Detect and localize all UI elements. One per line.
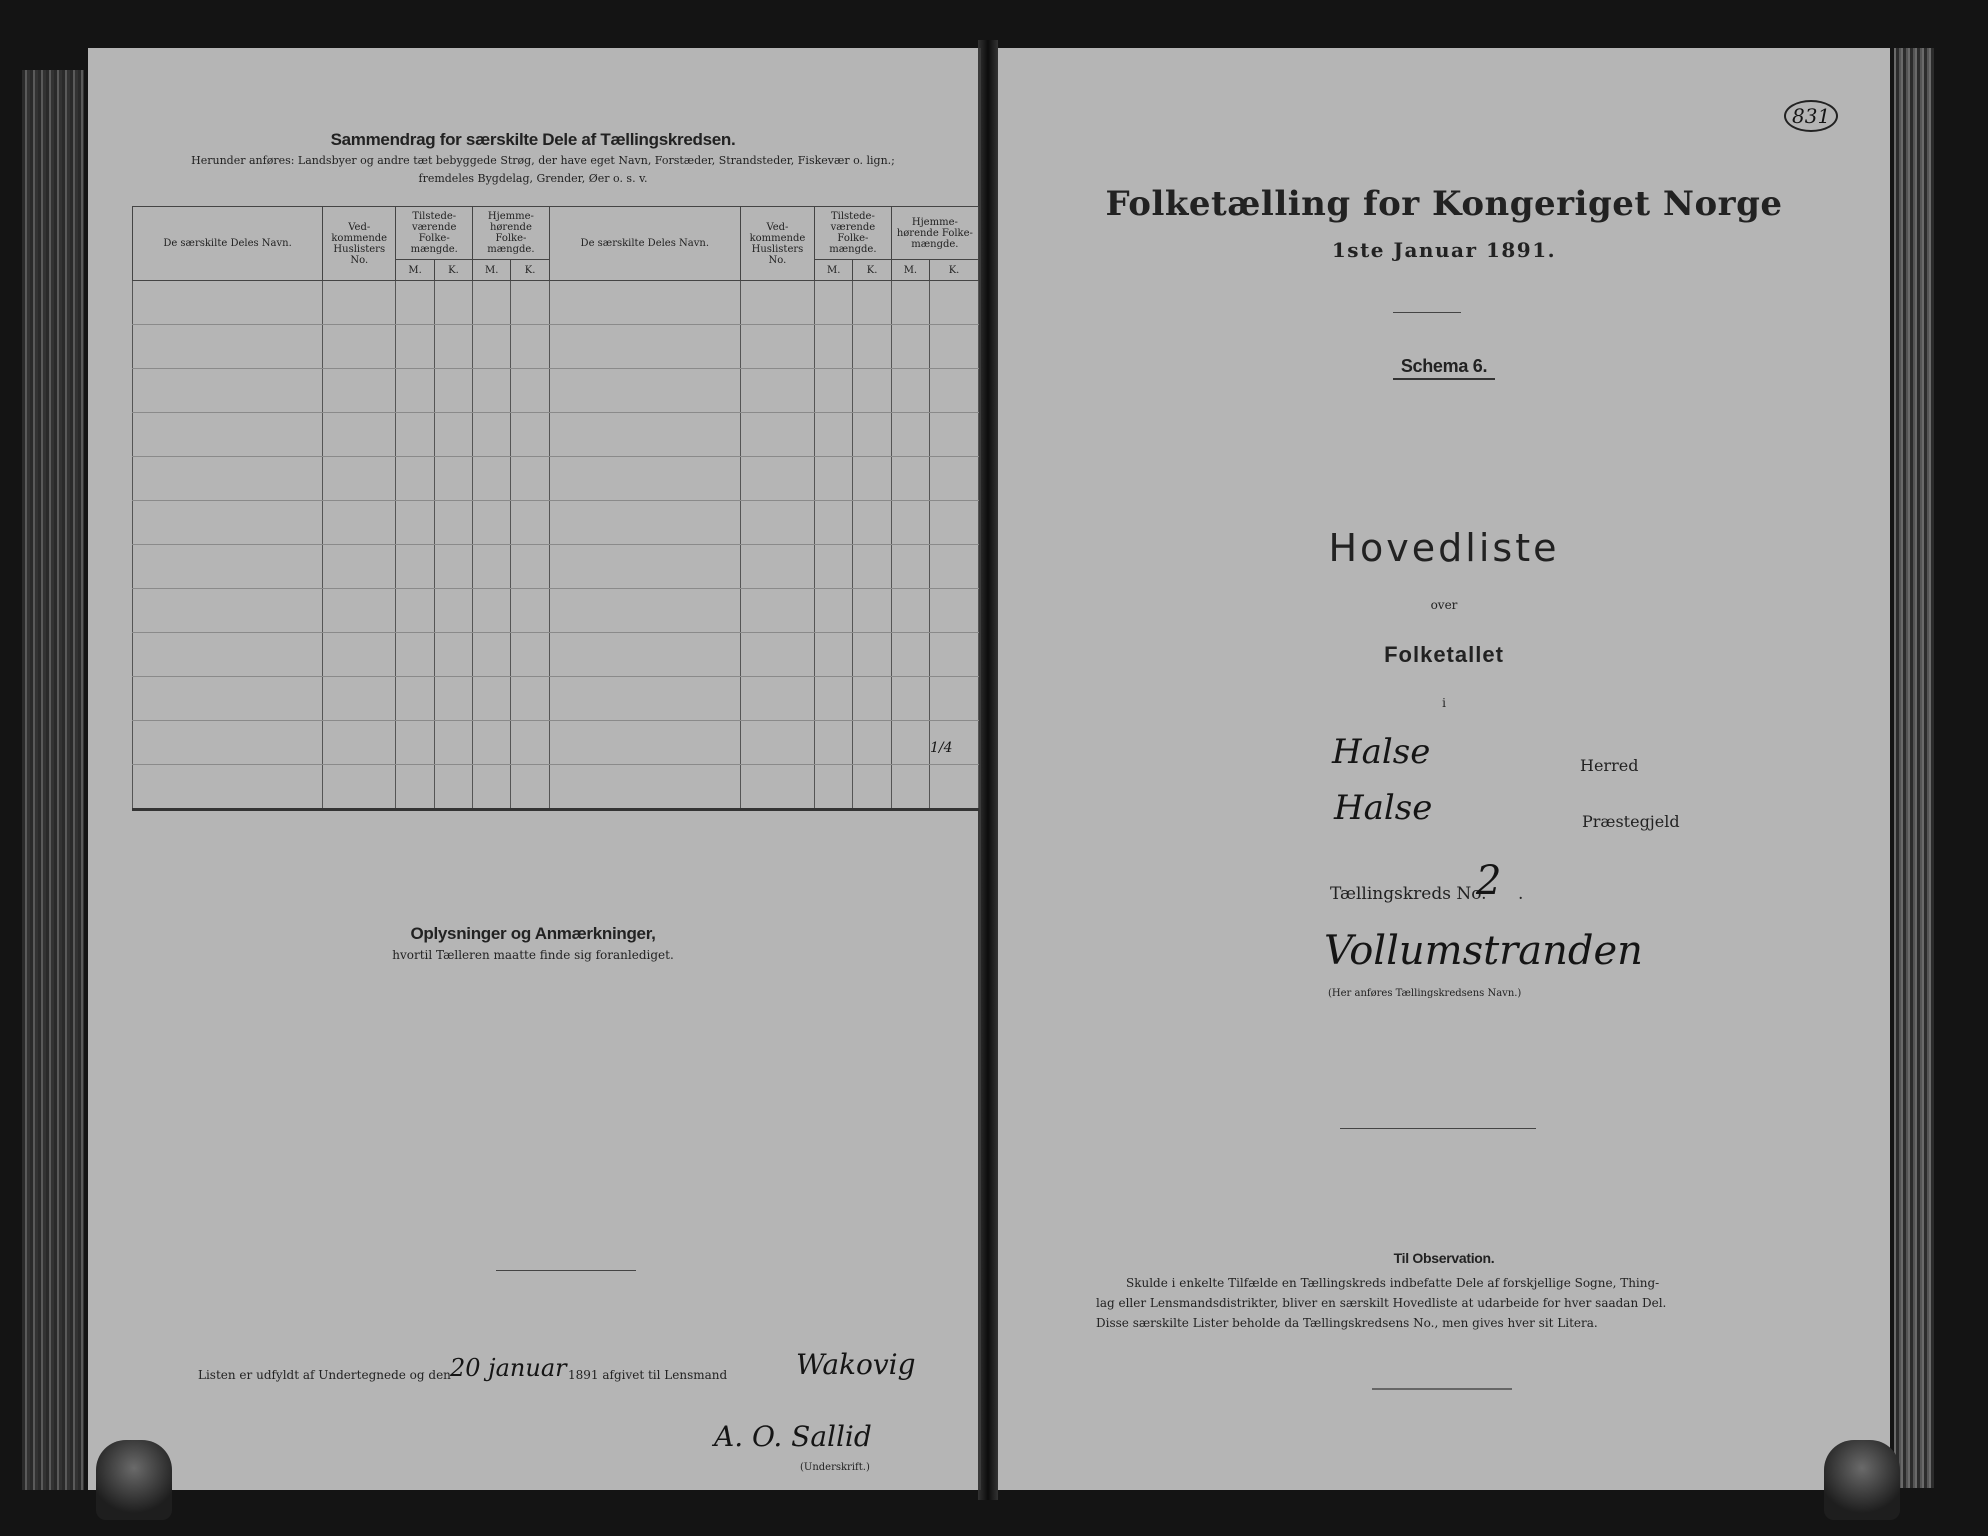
table-cell	[853, 501, 891, 545]
over-label: over	[1430, 598, 1458, 612]
table-cell	[853, 765, 891, 810]
table-cell	[511, 413, 549, 457]
table-cell	[740, 413, 814, 457]
header-present-2: Tilstede-værende Folke-mængde.	[815, 207, 892, 260]
kreds-number-handwritten: 2	[1476, 858, 1502, 904]
table-cell	[473, 501, 511, 545]
table-cell	[549, 457, 740, 501]
footer-year-text: 1891 afgivet til Lensmand	[568, 1368, 728, 1382]
table-cell	[434, 721, 472, 765]
table-cell	[396, 369, 434, 413]
footer-prefix: Listen er udfyldt af Undertegnede og den	[198, 1368, 451, 1382]
table-cell	[549, 765, 740, 810]
table-cell	[740, 457, 814, 501]
table-cell	[396, 457, 434, 501]
prestegjeld-handwritten: Halse	[1334, 788, 1433, 828]
table-cell	[323, 281, 396, 325]
table-cell	[323, 633, 396, 677]
table-cell	[511, 545, 549, 589]
header-list-no-2: Ved-kommende Huslisters No.	[740, 207, 814, 281]
section-divider	[1340, 1128, 1536, 1129]
header-k: K.	[434, 260, 472, 281]
header-name: De særskilte Deles Navn.	[133, 207, 323, 281]
table-cell	[434, 457, 472, 501]
table-cell	[891, 721, 929, 765]
table-row	[133, 721, 979, 765]
table-cell	[891, 501, 929, 545]
table-cell	[323, 369, 396, 413]
table-cell	[891, 457, 929, 501]
table-cell	[396, 325, 434, 369]
table-cell	[891, 369, 929, 413]
table-cell	[511, 677, 549, 721]
table-cell	[396, 413, 434, 457]
table-cell	[740, 369, 814, 413]
table-cell	[473, 281, 511, 325]
header-k: K.	[930, 260, 979, 281]
table-row	[133, 633, 979, 677]
table-cell	[549, 281, 740, 325]
table-cell	[930, 633, 979, 677]
table-cell	[930, 765, 979, 810]
table-cell	[473, 633, 511, 677]
table-cell	[434, 281, 472, 325]
table-cell	[930, 457, 979, 501]
table-cell	[740, 721, 814, 765]
kreds-name-caption: (Her anføres Tællingskredsens Navn.)	[1328, 988, 1522, 999]
table-cell	[815, 325, 853, 369]
footer-lensmand-handwritten: Wakovig	[796, 1348, 916, 1381]
table-cell	[740, 281, 814, 325]
observation-line1: Skulde i enkelte Tilfælde en Tællingskreds indbefatte Dele af forskjellige Sogne, Thing-	[1126, 1276, 1660, 1290]
table-cell	[891, 281, 929, 325]
table-cell	[740, 589, 814, 633]
table-cell	[815, 413, 853, 457]
kreds-period: .	[1518, 884, 1524, 904]
header-k: K.	[511, 260, 549, 281]
table-cell	[549, 501, 740, 545]
table-cell	[434, 325, 472, 369]
table-cell	[853, 281, 891, 325]
marginal-mark: 1/4	[930, 740, 953, 756]
table-cell	[323, 721, 396, 765]
table-row	[133, 413, 979, 457]
table-cell	[434, 765, 472, 810]
table-cell	[815, 677, 853, 721]
table-cell	[891, 765, 929, 810]
header-name-2: De særskilte Deles Navn.	[549, 207, 740, 281]
table-cell	[133, 633, 323, 677]
table-cell	[511, 765, 549, 810]
table-cell	[323, 413, 396, 457]
table-cell	[473, 677, 511, 721]
summary-table-body	[133, 281, 979, 810]
table-row	[133, 281, 979, 325]
thumb-left	[96, 1440, 172, 1520]
remarks-divider	[496, 1270, 636, 1271]
table-row	[133, 457, 979, 501]
header-m: M.	[891, 260, 929, 281]
remarks-title: Oplysninger og Anmærkninger,	[410, 924, 656, 943]
table-cell	[891, 633, 929, 677]
table-cell	[511, 369, 549, 413]
table-cell	[815, 589, 853, 633]
table-cell	[549, 677, 740, 721]
table-cell	[853, 633, 891, 677]
table-row	[133, 325, 979, 369]
observation-line2: lag eller Lensmandsdistrikter, bliver en særskilt Hovedliste at udarbeide for hver saadan Del.	[1096, 1296, 1667, 1310]
prestegjeld-label: Præstegjeld	[1582, 812, 1680, 831]
table-cell	[133, 413, 323, 457]
table-cell	[891, 589, 929, 633]
table-cell	[853, 325, 891, 369]
table-cell	[511, 325, 549, 369]
folketallet-label: Folketallet	[1384, 642, 1504, 667]
header-present: Tilstede-værende Folke-mængde.	[396, 207, 473, 260]
page-number-stamp: 831	[1784, 100, 1838, 132]
kreds-name-handwritten: Vollumstranden	[1324, 928, 1643, 974]
table-cell	[511, 457, 549, 501]
herred-label: Herred	[1580, 756, 1639, 775]
table-cell	[853, 457, 891, 501]
table-row	[133, 545, 979, 589]
header-m: M.	[815, 260, 853, 281]
table-cell	[396, 589, 434, 633]
schema-label: Schema 6.	[1393, 356, 1495, 380]
table-row	[133, 765, 979, 810]
table-cell	[323, 501, 396, 545]
table-cell	[930, 413, 979, 457]
table-cell	[133, 369, 323, 413]
observation-line3: Disse særskilte Lister beholde da Tællingskredsens No., men gives hver sit Litera.	[1096, 1316, 1598, 1330]
table-cell	[473, 413, 511, 457]
i-label: i	[1442, 696, 1446, 710]
table-cell	[853, 589, 891, 633]
table-cell	[740, 677, 814, 721]
table-cell	[853, 677, 891, 721]
table-row	[133, 369, 979, 413]
bottom-divider	[1372, 1388, 1512, 1390]
table-cell	[930, 369, 979, 413]
table-cell	[891, 545, 929, 589]
table-cell	[434, 633, 472, 677]
table-cell	[434, 413, 472, 457]
book-gutter	[978, 40, 998, 1500]
table-cell	[473, 589, 511, 633]
table-cell	[815, 369, 853, 413]
table-cell	[549, 413, 740, 457]
title-divider	[1393, 312, 1461, 313]
table-cell	[930, 589, 979, 633]
table-cell	[133, 589, 323, 633]
table-cell	[323, 545, 396, 589]
table-cell	[396, 677, 434, 721]
left-page	[88, 48, 981, 1490]
table-cell	[434, 369, 472, 413]
table-cell	[740, 325, 814, 369]
observation-title: Til Observation.	[1393, 1250, 1495, 1266]
remarks-subtitle: hvortil Tælleren maatte finde sig foranlediget.	[392, 948, 674, 962]
table-cell	[396, 501, 434, 545]
table-cell	[815, 633, 853, 677]
table-row	[133, 677, 979, 721]
table-cell	[133, 677, 323, 721]
table-cell	[815, 545, 853, 589]
table-cell	[511, 721, 549, 765]
book-page-edges-left	[22, 70, 84, 1490]
table-cell	[396, 633, 434, 677]
table-cell	[740, 765, 814, 810]
table-cell	[930, 501, 979, 545]
header-list-no: Ved-kommende Huslisters No.	[323, 207, 396, 281]
table-cell	[473, 325, 511, 369]
table-cell	[549, 369, 740, 413]
table-cell	[133, 765, 323, 810]
table-cell	[473, 457, 511, 501]
table-cell	[891, 677, 929, 721]
table-cell	[396, 765, 434, 810]
table-cell	[133, 721, 323, 765]
table-cell	[396, 721, 434, 765]
table-cell	[815, 721, 853, 765]
census-title: Folketælling for Kongeriget Norge	[1105, 184, 1783, 224]
table-cell	[473, 369, 511, 413]
signature-handwritten: A. O. Sallid	[714, 1420, 872, 1453]
table-cell	[740, 633, 814, 677]
table-cell	[815, 281, 853, 325]
table-cell	[323, 765, 396, 810]
table-cell	[434, 545, 472, 589]
table-cell	[396, 281, 434, 325]
table-cell	[891, 325, 929, 369]
header-m: M.	[396, 260, 434, 281]
main-title: Hovedliste	[1328, 526, 1560, 570]
table-cell	[853, 413, 891, 457]
table-cell	[133, 325, 323, 369]
table-cell	[133, 545, 323, 589]
table-cell	[549, 545, 740, 589]
right-page	[998, 48, 1890, 1490]
table-cell	[930, 281, 979, 325]
census-date: 1ste Januar 1891.	[1331, 238, 1557, 262]
table-cell	[323, 325, 396, 369]
table-cell	[930, 677, 979, 721]
table-cell	[853, 369, 891, 413]
header-resident-2: Hjemme-hørende Folke-mængde.	[891, 207, 978, 260]
table-cell	[930, 325, 979, 369]
table-cell	[133, 281, 323, 325]
header-m: M.	[473, 260, 511, 281]
table-cell	[549, 325, 740, 369]
table-cell	[323, 677, 396, 721]
table-cell	[740, 501, 814, 545]
table-cell	[740, 545, 814, 589]
table-cell	[549, 721, 740, 765]
table-cell	[853, 545, 891, 589]
table-cell	[323, 589, 396, 633]
kreds-label: Tællingskreds No.	[1330, 884, 1487, 904]
thumb-right	[1824, 1440, 1900, 1520]
table-cell	[396, 545, 434, 589]
table-cell	[473, 545, 511, 589]
table-cell	[133, 457, 323, 501]
book-page-edges-right	[1894, 48, 1934, 1488]
table-cell	[549, 589, 740, 633]
summary-title: Sammendrag for særskilte Dele af Tællingskredsen.	[330, 130, 736, 149]
table-cell	[891, 413, 929, 457]
signature-label: (Underskrift.)	[800, 1462, 870, 1473]
table-cell	[549, 633, 740, 677]
table-cell	[511, 633, 549, 677]
summary-subtitle-line1: Herunder anføres: Landsbyer og andre tæt bebyggede Strøg, der have eget Navn, Forstæder, Strandsteder, Fiskevær o. lign.;	[191, 154, 895, 167]
table-cell	[434, 501, 472, 545]
table-cell	[511, 281, 549, 325]
herred-handwritten: Halse	[1332, 732, 1431, 772]
footer-date-handwritten: 20 januar	[450, 1354, 567, 1382]
table-cell	[815, 501, 853, 545]
table-cell	[511, 589, 549, 633]
table-cell	[323, 457, 396, 501]
header-k: K.	[853, 260, 891, 281]
table-row	[133, 589, 979, 633]
table-cell	[930, 545, 979, 589]
table-cell	[434, 677, 472, 721]
table-cell	[473, 765, 511, 810]
table-cell	[853, 721, 891, 765]
summary-subtitle-line2: fremdeles Bygdelag, Grender, Øer o. s. v.	[418, 172, 648, 185]
table-cell	[815, 765, 853, 810]
summary-table	[132, 206, 979, 811]
table-cell	[815, 457, 853, 501]
table-row	[133, 501, 979, 545]
table-cell	[473, 721, 511, 765]
header-resident: Hjemme-hørende Folke-mængde.	[473, 207, 550, 260]
table-cell	[434, 589, 472, 633]
table-cell	[133, 501, 323, 545]
table-cell	[511, 501, 549, 545]
